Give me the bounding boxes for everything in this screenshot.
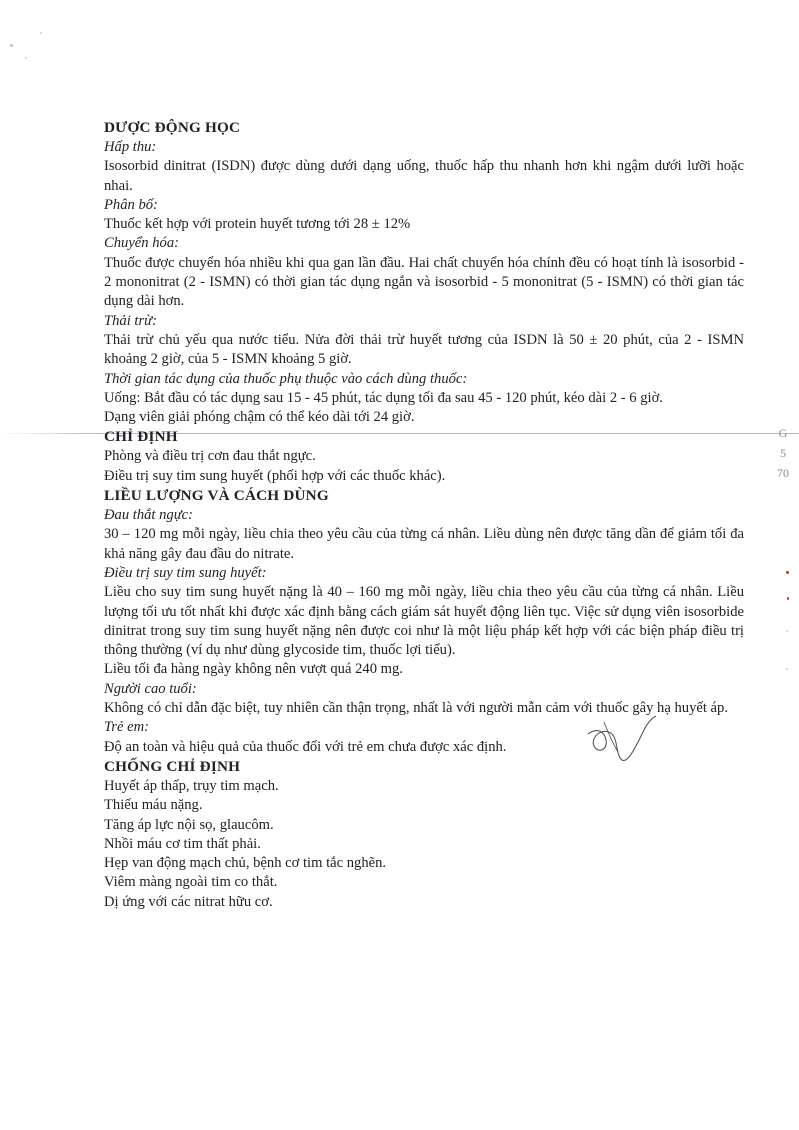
- section-heading: DƯỢC ĐỘNG HỌC: [104, 119, 241, 136]
- subheading: Chuyển hóa:: [104, 235, 179, 252]
- paragraph: Liều cho suy tim sung huyết nặng là 40 – 160 mg mỗi ngày, liều chia theo yêu cầu của từng cá nhân. Liều lượng tối ưu tốt nhất khi được xác định bằng cách giám sát huyết động liên tục. Việc sử dụng viên isosorbide dinitrat trong suy tim sung huyết nặng nên được coi như là một liệu pháp kết hợp với các biện pháp điều trị thông thường (ví dụ như dùng glycoside tim, thuốc lợi tiểu).: [104, 584, 744, 659]
- subheading: Thời gian tác dụng của thuốc phụ thuộc vào cách dùng thuốc:: [104, 370, 468, 387]
- scan-speck: [786, 630, 788, 632]
- margin-mark: G: [778, 426, 788, 440]
- list-item: Huyết áp thấp, trụy tim mạch.: [104, 777, 279, 794]
- list-item: Dị ứng với các nitrat hữu cơ.: [104, 893, 273, 910]
- list-item: Viêm màng ngoài tim co thắt.: [104, 874, 278, 891]
- subheading: Thải trừ:: [104, 312, 157, 329]
- paragraph: Isosorbid dinitrat (ISDN) được dùng dưới dạng uống, thuốc hấp thu nhanh hơn khi ngậm dưới lưỡi hoặc nhai.: [104, 158, 744, 194]
- scan-speck: [25, 57, 27, 59]
- margin-page-marks: [770, 423, 796, 483]
- paragraph: Thuốc kết hợp với protein huyết tương tới 28 ± 12%: [104, 216, 411, 233]
- margin-mark: 70: [777, 466, 789, 480]
- paragraph: Không có chỉ dẫn đặc biệt, tuy nhiên cần thận trọng, nhất là với người mẫn cảm với thuốc gây hạ huyết áp.: [104, 700, 728, 717]
- section-heading: CHỐNG CHỈ ĐỊNH: [104, 757, 241, 775]
- scan-speck: [40, 32, 42, 34]
- paragraph: Dạng viên giải phóng chậm có thể kéo dài tới 24 giờ.: [104, 409, 415, 426]
- section-heading: LIỀU LƯỢNG VÀ CÁCH DÙNG: [104, 487, 329, 505]
- subheading: Hấp thu:: [104, 139, 157, 155]
- paragraph: Độ an toàn và hiệu quả của thuốc đối với trẻ em chưa được xác định.: [104, 738, 507, 755]
- document-body: [104, 118, 744, 912]
- subheading: Đau thắt ngực:: [104, 507, 194, 524]
- paragraph: Điều trị suy tim sung huyết (phối hợp với các thuốc khác).: [104, 467, 446, 484]
- scan-speck: [10, 44, 13, 47]
- paragraph: Uống: Bắt đầu có tác dụng sau 15 - 45 phút, tác dụng tối đa sau 45 - 120 phút, kéo dài 2 - 6 giờ.: [104, 389, 663, 406]
- red-stamp-dot: [787, 597, 789, 600]
- list-item: Thiếu máu nặng.: [104, 797, 203, 814]
- paragraph: Liều tối đa hàng ngày không nên vượt quá 240 mg.: [104, 661, 403, 678]
- section-heading: CHỈ ĐỊNH: [104, 428, 178, 446]
- scan-fold-fade: [0, 432, 100, 435]
- paragraph: Phòng và điều trị cơn đau thắt ngực.: [104, 448, 316, 465]
- margin-mark: 5: [780, 446, 786, 460]
- subheading: Điều trị suy tim sung huyết:: [104, 564, 267, 581]
- scan-speck: [786, 668, 788, 670]
- subheading: Trẻ em:: [104, 719, 149, 736]
- list-item: Hẹp van động mạch chủ, bệnh cơ tim tắc nghẽn.: [104, 855, 387, 872]
- list-item: Nhồi máu cơ tim thất phải.: [104, 835, 261, 852]
- subheading: Phân bố:: [104, 196, 158, 213]
- paragraph: Thải trừ chủ yếu qua nước tiểu. Nửa đời thải trừ huyết tương của ISDN là 50 ± 20 phút, của 2 - ISMN khoảng 2 giờ, của 5 - ISMN khoảng 5 giờ.: [104, 331, 744, 368]
- list-item: Tăng áp lực nội sọ, glaucôm.: [104, 816, 274, 833]
- subheading: Người cao tuổi:: [104, 680, 197, 697]
- red-stamp-dot: [786, 571, 789, 574]
- paragraph: Thuốc được chuyển hóa nhiều khi qua gan lần đầu. Hai chất chuyển hóa chính đều có hoạt tính là isosorbid - 2 mononitrat (2 - ISMN) có thời gian tác dụng ngắn và isosorbid - 5 mononitrat (5 - ISMN) có thời gian tác dụng dài hơn.: [104, 254, 744, 310]
- paragraph: 30 – 120 mg mỗi ngày, liều chia theo yêu cầu của từng cá nhân. Liều dùng nên được tăng dần để giảm tối đa khả năng gây đau đầu do nitrate.: [104, 526, 744, 562]
